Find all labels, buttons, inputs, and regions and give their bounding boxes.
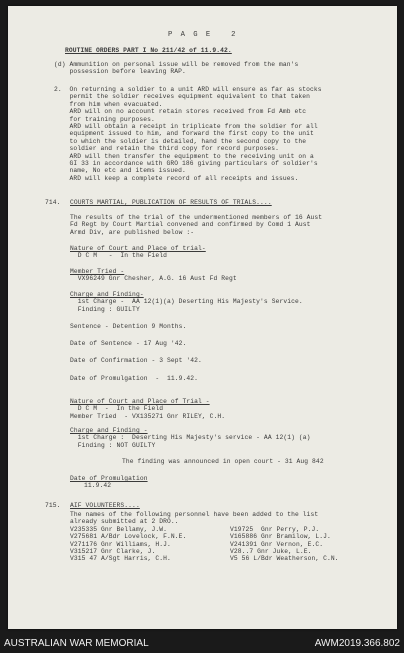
list-item: V241391 Gnr Vernon, E.C. [230, 540, 324, 548]
archive-id: AWM2019.366.802 [314, 638, 400, 649]
document-page [8, 6, 397, 629]
list-item: V315 47 A/Sgt Harris, C.H. [70, 555, 171, 563]
field-value: 11.9.42 [84, 482, 112, 490]
text-line: ARD will keep a complete record of all receipts and issues. [54, 174, 299, 182]
list-item: V165886 Gnr Bramilow, L.J. [230, 533, 331, 541]
sentence: Sentence - Detention 9 Months. [70, 323, 187, 330]
routine-orders-heading: ROUTINE ORDERS PART I No 211/42 of 11.9.42. [65, 47, 232, 54]
field-label: Nature of Court and Place of Trial - [70, 398, 210, 405]
section-number: 715. [45, 502, 61, 509]
date-of-confirmation: Date of Confirmation - 3 Sept '42. [70, 357, 202, 364]
field-label: Charge and Finding- [70, 291, 144, 298]
section-heading: AIF VOLUNTEERS.... [70, 502, 140, 509]
text-line: for training purposes. [54, 115, 155, 123]
text-line: soldier and retain the third copy for record purposes. [54, 145, 279, 153]
text-line: possession before leaving RAP. [54, 68, 186, 76]
field-label: Charge and Finding - [70, 427, 148, 434]
field-value: 1st Charge - AA 12(1)(a) Deserting His Majesty's Service. [70, 298, 303, 306]
text-line: The results of the trial of the undermentioned members of 16 Aust [70, 214, 323, 221]
text-line: Armd Div, are published below :- [70, 228, 195, 236]
page-heading: P A G E 2 [168, 31, 238, 39]
text-line: from him when evacuated. [54, 100, 163, 108]
announcement: The finding was announced in open court - 31 Aug 842 [122, 458, 324, 465]
text-line: The names of the following personnel have been added to the list [70, 511, 319, 518]
list-item: V5 56 L/Bdr Weatherson, C.N. [230, 555, 339, 563]
list-item: V315217 Gnr Clarke, J. [70, 548, 156, 555]
section-number: 714. [45, 199, 61, 206]
field-value: VX96249 Gnr Chesher, A.G. 16 Aust Fd Regt [70, 275, 237, 283]
text-line: GI 33 in accordance with GRO 186 giving particulars of soldier's [54, 160, 318, 167]
text-line: 2. On returning a soldier to a unit ARD will ensure as far as stocks [54, 86, 322, 93]
field-value: Finding : GUILTY [70, 305, 140, 313]
field-label: Nature of Court and Place of trial- [70, 245, 206, 252]
field-value: 1st Charge : Deserting His Majesty's service - AA 12(1) (a) [70, 434, 311, 442]
text-line: to which the soldier is detailed, hand the second copy to the [54, 137, 307, 145]
section-heading: COURTS MARTIAL, PUBLICATION OF RESULTS OF TRIALS.... [70, 199, 272, 206]
list-item: V271176 Gnr Williams, H.J. [70, 540, 171, 548]
field-value: Finding : NOT GUILTY [70, 441, 156, 449]
text-line: ARD will obtain a receipt in triplicate from the soldier for all [54, 123, 318, 130]
archive-name: AUSTRALIAN WAR MEMORIAL [4, 638, 149, 649]
field-value: D C M - In the Field [70, 405, 164, 413]
text-line: equipment issued to him, and forward the first copy to the unit [54, 130, 314, 138]
date-of-promulgation: Date of Promulgation - 11.9.42. [70, 375, 198, 382]
list-item: V28..7 Gnr Juke, L.E. [230, 548, 312, 555]
text-line: already submitted at 2 DRO.. [70, 518, 179, 526]
list-item: V275681 A/Bdr Lovelock, F.N.E. [70, 533, 187, 541]
field-label: Member Tried - [70, 268, 125, 275]
text-line: permit the soldier receives equipment equivalent to that taken [54, 93, 310, 101]
field-value: D C M - In the Field [70, 252, 167, 260]
date-of-sentence: Date of Sentence - 17 Aug '42. [70, 340, 187, 347]
text-line: name, No etc and items issued. [54, 167, 186, 175]
member-tried: Member Tried - VX135271 Gnr RILEY, C.H. [70, 412, 226, 420]
text-line: ARD will then transfer the equipment to the receiving unit on a [54, 152, 314, 160]
field-label: Date of Promulgation [70, 475, 148, 482]
text-line: (d) Ammunition on personal issue will be removed from the man's [54, 61, 299, 68]
archive-footer [0, 635, 404, 653]
list-item: V235335 Gnr Bellamy, J.W. [70, 525, 167, 533]
list-item: V19725 Gnr Perry, P.J. [230, 525, 320, 533]
text-line: ARD will on no account retain stores received from Fd Amb etc [54, 108, 307, 116]
text-line: Fd Regt by Court Martial convened and confirmed by Comd 1 Aust [70, 221, 311, 229]
